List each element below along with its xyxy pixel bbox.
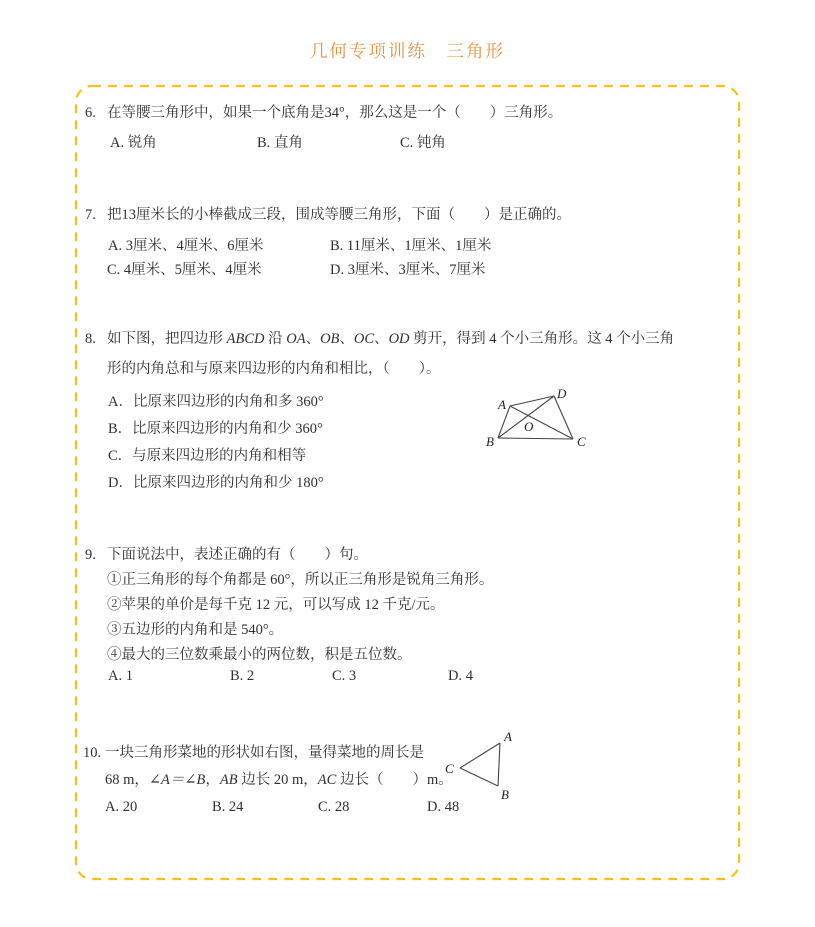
q8-figure-label-a: A xyxy=(498,397,506,412)
q9-option-b: B. 2 xyxy=(230,668,255,684)
q9-statement-4: ④最大的三位数乘最小的两位数，积是五位数。 xyxy=(107,647,412,663)
q8-figure-label-d: D xyxy=(557,386,567,401)
question-6-number: 6. xyxy=(85,105,96,121)
question-7 xyxy=(85,206,571,224)
question-8-text-part: 、 xyxy=(374,331,389,347)
q10-option-d: D. 48 xyxy=(427,799,460,815)
question-7-text: 把13厘米长的小棒截成三段，围成等腰三角形，下面（ ）是正确的。 xyxy=(107,207,571,223)
q8-figure-label-b: B xyxy=(486,434,494,449)
q6-option-b: B. 直角 xyxy=(257,135,303,151)
q8-option-d: D．比原来四边形的内角和少 180° xyxy=(108,475,324,491)
q10-math-angles: ∠A＝∠B xyxy=(148,772,206,788)
q10-text-part: 68 m， xyxy=(105,772,149,788)
q10-text-part: 边长 20 m， xyxy=(237,772,318,788)
q9-statement-3: ③五边形的内角和是 540°。 xyxy=(107,622,284,638)
question-10-text: 一块三角形菜地的形状如右图，量得菜地的周长是 xyxy=(105,745,424,761)
q9-option-c: C. 3 xyxy=(332,668,357,684)
question-10 xyxy=(83,744,424,762)
question-9-text: 下面说法中，表述正确的有（ ）句。 xyxy=(107,547,368,563)
q10-figure-label-a: A xyxy=(504,729,512,744)
q9-option-d: D. 4 xyxy=(448,668,473,684)
q6-option-c: C. 钝角 xyxy=(400,135,446,151)
q9-statement-1: ①正三角形的每个角都是 60°，所以正三角形是锐角三角形。 xyxy=(107,572,494,588)
page-title: 几何专项训练 三角形 xyxy=(310,41,505,61)
q8-figure-label-o: O xyxy=(524,419,534,434)
question-9-number: 9. xyxy=(85,547,96,563)
question-8-text-part: 剪开，得到 4 个小三角形。这 4 个小三角 xyxy=(409,331,675,347)
question-6 xyxy=(85,104,562,122)
q8-math-oa: OA xyxy=(286,331,306,347)
q7-option-b: B. 11厘米、1厘米、1厘米 xyxy=(330,238,492,254)
q8-option-a: A．比原来四边形的内角和多 360° xyxy=(108,394,324,410)
q10-text-part: ， xyxy=(205,772,220,788)
q7-option-a: A. 3厘米、4厘米、6厘米 xyxy=(108,238,264,254)
q8-math-od: OD xyxy=(388,331,410,347)
q8-quadrilateral-figure xyxy=(478,385,593,455)
q8-option-b: B．比原来四边形的内角和少 360° xyxy=(108,421,323,437)
q10-option-b: B. 24 xyxy=(212,799,244,815)
question-8-text-part: 、 xyxy=(305,331,321,347)
question-9 xyxy=(85,546,368,564)
q10-figure-label-c: C xyxy=(445,761,454,776)
question-10-line2 xyxy=(105,771,453,789)
q10-math-ab: AB xyxy=(219,772,238,788)
q8-math-oc: OC xyxy=(353,331,375,347)
question-8-number: 8. xyxy=(85,331,96,347)
q10-triangle-figure xyxy=(440,727,530,805)
question-8-text-part: 沿 xyxy=(264,331,287,347)
q9-option-a: A. 1 xyxy=(108,668,133,684)
question-8-text-part: 如下图，把四边形 xyxy=(107,331,227,347)
q9-statement-2: ②苹果的单价是每千克 12 元，可以写成 12 千克/元。 xyxy=(107,597,445,613)
q8-figure-label-c: C xyxy=(577,434,586,449)
question-8-text-part: 、 xyxy=(339,331,354,347)
q6-option-a: A. 锐角 xyxy=(110,135,157,151)
q8-math-abcd: ABCD xyxy=(226,331,265,347)
q10-figure-label-b: B xyxy=(501,787,509,802)
question-10-number: 10. xyxy=(83,745,102,761)
q8-option-c: C．与原来四边形的内角和相等 xyxy=(108,448,307,464)
question-8 xyxy=(85,330,674,348)
q10-option-a: A. 20 xyxy=(105,799,138,815)
question-7-number: 7. xyxy=(85,207,96,223)
question-6-text: 在等腰三角形中，如果一个底角是34°，那么这是一个（ ）三角形。 xyxy=(107,105,563,121)
q10-text-part: 边长（ ）m。 xyxy=(336,772,453,788)
q7-option-d: D. 3厘米、3厘米、7厘米 xyxy=(330,262,486,278)
q8-math-ob: OB xyxy=(320,331,340,347)
q10-math-ac: AC xyxy=(317,772,337,788)
q7-option-c: C. 4厘米、5厘米、4厘米 xyxy=(107,262,262,278)
q10-option-c: C. 28 xyxy=(318,799,350,815)
question-8-line2: 形的内角总和与原来四边形的内角和相比，（ ）。 xyxy=(107,361,441,377)
